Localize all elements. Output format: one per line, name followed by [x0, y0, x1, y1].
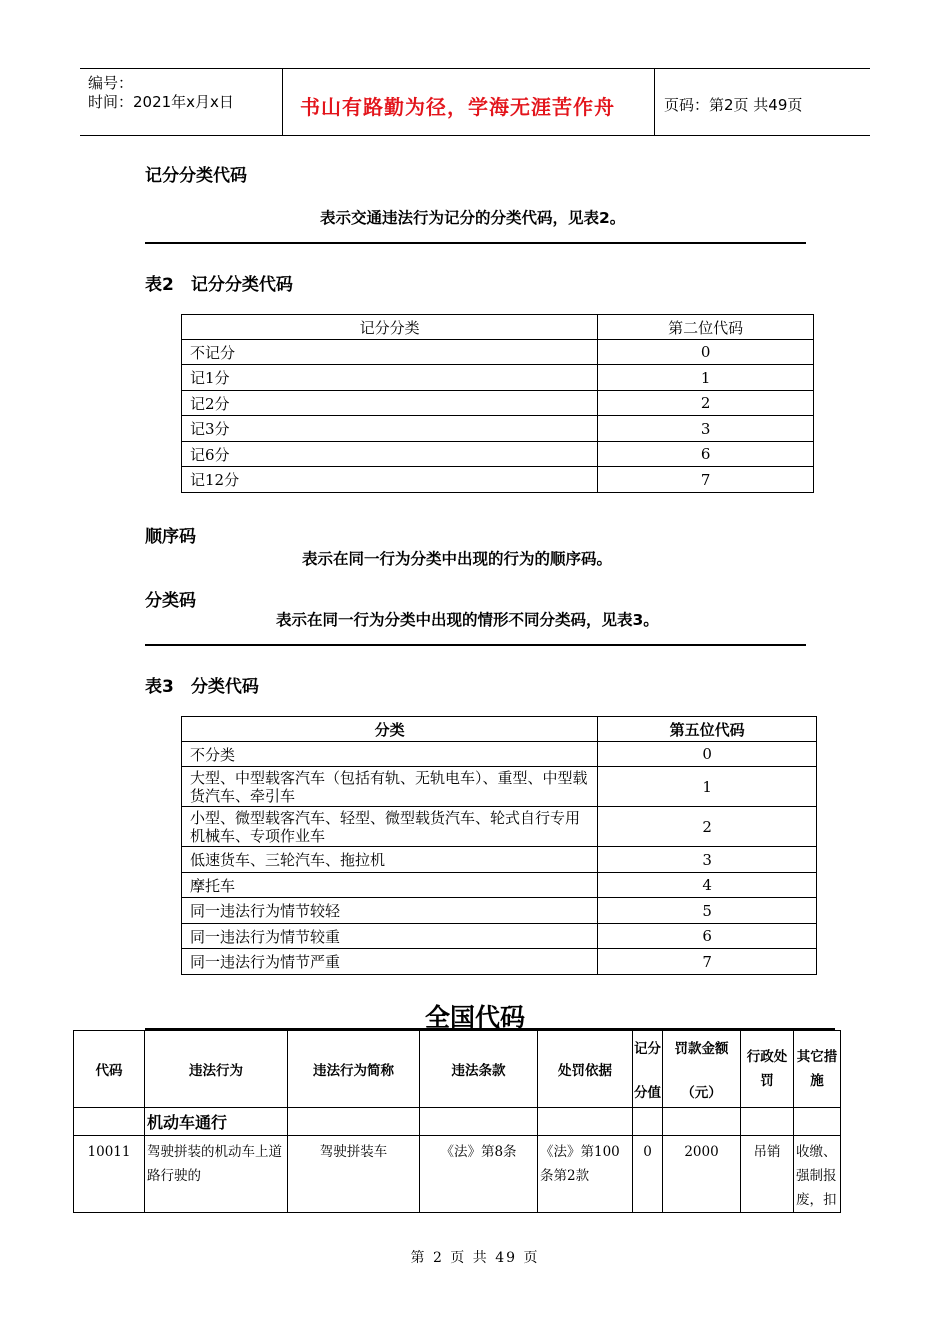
table-row [182, 742, 817, 767]
table-category-code [181, 716, 817, 975]
national-code-title: 全国代码 [424, 1003, 525, 1032]
table-cell: 记12分 [182, 467, 598, 493]
table-header-cell: 第二位代码 [598, 315, 814, 340]
table-cell: 4 [598, 873, 817, 898]
table-cell: 6 [598, 442, 814, 467]
table-cell: 0 [598, 742, 817, 767]
table-row [182, 873, 817, 898]
header-other: 其它措施 [794, 1031, 841, 1108]
section-text-category-code: 表示在同一行为分类中出现的情形不同分类码，见表3。 [276, 611, 659, 629]
header-fine [663, 1031, 741, 1108]
table-cell: 同一违法行为情节较轻 [182, 898, 598, 924]
table-header-cell: 分类 [182, 717, 598, 742]
table-cell: 大型、中型载客汽车（包括有轨、无轨电车）、重型、中型载货汽车、牵引车 [182, 767, 598, 807]
table-header-cell: 第五位代码 [598, 717, 817, 742]
row-behavior: 驾驶拼装的机动车上道路行驶的 [145, 1136, 288, 1213]
table-cell: 3 [598, 416, 814, 442]
table-header-cell: 记分分类 [182, 315, 598, 340]
category-label: 机动车通行 [145, 1108, 288, 1136]
table-header-row [182, 717, 817, 742]
row-score: 0 [633, 1136, 663, 1213]
table-cell: 记3分 [182, 416, 598, 442]
table-header-row [182, 315, 814, 340]
section-heading-score-code: 记分分类代码 [145, 166, 247, 186]
table-cell: 记6分 [182, 442, 598, 467]
table-cell: 0 [598, 340, 814, 365]
section-text-score-code: 表示交通违法行为记分的分类代码，见表2。 [320, 209, 626, 227]
header-bottom-rule [80, 135, 870, 136]
table-category-row [74, 1108, 841, 1136]
table-row [74, 1136, 841, 1213]
section-rule [145, 242, 806, 244]
table-row [182, 847, 817, 873]
table-score-classification [181, 314, 814, 493]
header-score-bottom: 分值 [634, 1085, 661, 1101]
header-number-label: 编号： [88, 74, 134, 92]
table-cell: 记2分 [182, 391, 598, 416]
table-national-code [73, 1030, 841, 1213]
row-other: 收缴、强制报废，扣 [794, 1136, 841, 1213]
table-cell: 1 [598, 365, 814, 391]
header-fine-bottom: （元） [681, 1085, 722, 1101]
header-score-top: 记分 [634, 1041, 661, 1057]
table-cell: 6 [598, 924, 817, 949]
table-row [182, 391, 814, 416]
table-row [182, 898, 817, 924]
table-cell: 1 [598, 767, 817, 807]
table-cell: 低速货车、三轮汽车、拖拉机 [182, 847, 598, 873]
section-rule [145, 644, 806, 646]
header-divider [282, 69, 283, 135]
header-top-rule [80, 68, 870, 69]
row-short: 驾驶拼装车 [288, 1136, 420, 1213]
table-row [182, 340, 814, 365]
table-cell: 2 [598, 391, 814, 416]
row-fine: 2000 [663, 1136, 741, 1213]
table-row [182, 924, 817, 949]
table-row [182, 807, 817, 847]
table-row [182, 365, 814, 391]
table-cell: 小型、微型载客汽车、轻型、微型载货汽车、轮式自行专用机械车、专项作业车 [182, 807, 598, 847]
table-cell: 7 [598, 949, 817, 975]
table-row [182, 442, 814, 467]
table-row [182, 467, 814, 493]
table-cell: 不记分 [182, 340, 598, 365]
table3-caption: 表3 分类代码 [145, 677, 259, 697]
header-admin: 行政处罚 [741, 1031, 794, 1108]
header-behavior: 违法行为 [145, 1031, 288, 1108]
table-cell: 记1分 [182, 365, 598, 391]
table-cell: 不分类 [182, 742, 598, 767]
header-score [633, 1031, 663, 1108]
header-basis: 处罚依据 [538, 1031, 633, 1108]
header-page-label: 页码：第2页 共49页 [664, 96, 803, 114]
table-cell: 2 [598, 807, 817, 847]
row-code: 10011 [74, 1136, 145, 1213]
section-text-sequence-code: 表示在同一行为分类中出现的行为的顺序码。 [302, 550, 613, 568]
header-time-label: 时间：2021年x月x日 [88, 93, 234, 111]
table-cell: 3 [598, 847, 817, 873]
table-row [182, 416, 814, 442]
table-cell: 同一违法行为情节较重 [182, 924, 598, 949]
header-short: 违法行为简称 [288, 1031, 420, 1108]
header-code: 代码 [74, 1031, 145, 1108]
table-cell: 同一违法行为情节严重 [182, 949, 598, 975]
table-cell: 7 [598, 467, 814, 493]
table-row [182, 767, 817, 807]
header-motto: 书山有路勤为径，学海无涯苦作舟 [300, 95, 615, 119]
table-row [182, 949, 817, 975]
row-admin: 吊销 [741, 1136, 794, 1213]
table-cell: 5 [598, 898, 817, 924]
section-heading-category-code: 分类码 [145, 591, 196, 611]
table-cell: 摩托车 [182, 873, 598, 898]
header-clause: 违法条款 [420, 1031, 538, 1108]
section-heading-sequence-code: 顺序码 [145, 527, 196, 547]
header-fine-top: 罚款金额 [674, 1041, 729, 1057]
table-header-row [74, 1031, 841, 1108]
row-basis: 《法》第100条第2款 [538, 1136, 633, 1213]
row-clause: 《法》第8条 [420, 1136, 538, 1213]
header-divider [654, 69, 655, 135]
table2-caption: 表2 记分分类代码 [145, 275, 293, 295]
page-footer: 第 2 页 共 49 页 [410, 1250, 540, 1266]
